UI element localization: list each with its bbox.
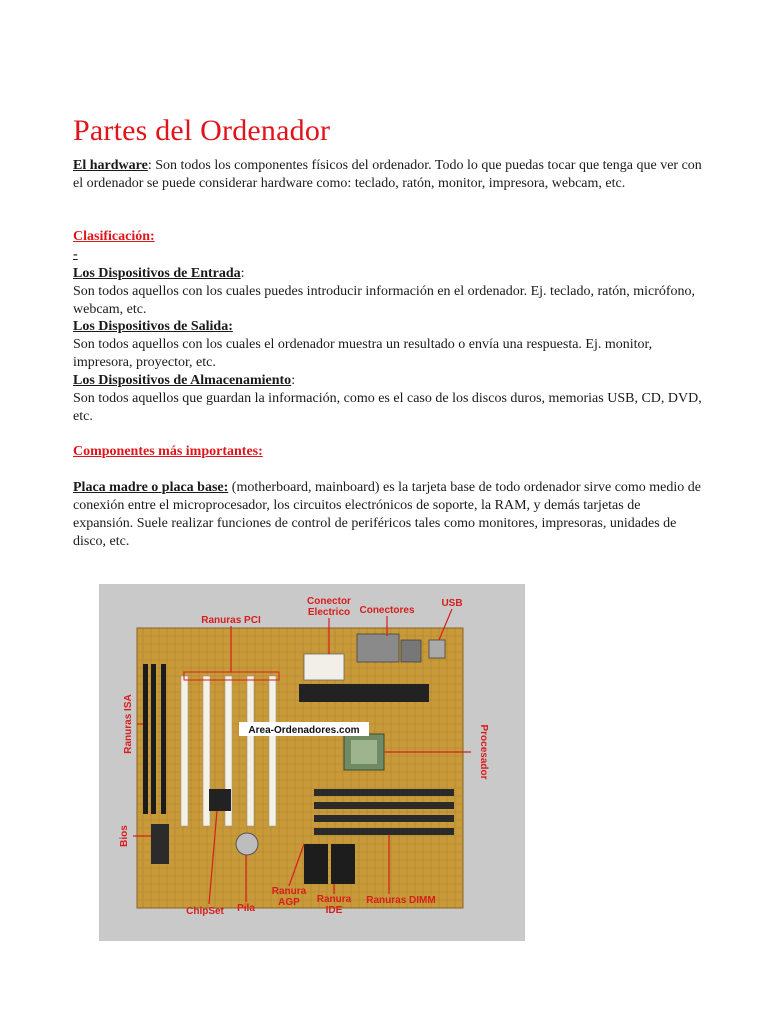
clasificacion-heading bbox=[73, 228, 703, 246]
pci-slot bbox=[181, 676, 188, 826]
almacenamiento-item bbox=[73, 372, 703, 426]
isa-slot bbox=[151, 664, 156, 814]
almacenamiento-term: Los Dispositivos de Almacenamiento bbox=[73, 373, 292, 388]
motherboard-figure bbox=[99, 584, 525, 941]
stray-mark bbox=[73, 246, 703, 264]
page-title: Partes del Ordenador bbox=[73, 114, 331, 147]
ide-slot bbox=[331, 844, 355, 884]
entrada-sep: : bbox=[240, 266, 245, 281]
salida-item bbox=[73, 318, 703, 372]
label-pci: Ranuras PCI bbox=[201, 615, 261, 626]
label-dimm: Ranuras DIMM bbox=[366, 895, 436, 906]
label-agp-1: Ranura bbox=[271, 886, 307, 897]
label-procesador: Procesador bbox=[478, 724, 489, 780]
dimm-slot bbox=[314, 815, 454, 822]
label-conector: Conector bbox=[307, 596, 351, 607]
componentes-label: Componentes más importantes: bbox=[73, 444, 263, 459]
hardware-term: El hardware bbox=[73, 158, 148, 173]
salida-term: Los Dispositivos de Salida: bbox=[73, 319, 233, 334]
placa-text: (motherboard, mainboard) es la tarjeta base de todo ordenador sirve como medio de conexión entre el microprocesador, los circuitos electrónicos de soporte, la RAM, y demás tarjetas de expansión. Suele realizar funciones de control de periféricos tales como monitores, impresoras, unidades de disco, etc. bbox=[73, 480, 701, 549]
label-electrico: Electrico bbox=[307, 607, 351, 618]
hardware-paragraph bbox=[73, 157, 703, 193]
io-port-block bbox=[357, 634, 399, 662]
entrada-term: Los Dispositivos de Entrada bbox=[73, 266, 241, 281]
agp-region bbox=[299, 684, 429, 702]
almacenamiento-sep: : bbox=[291, 373, 296, 388]
label-usb: USB bbox=[441, 598, 463, 609]
label-pila: Pila bbox=[237, 903, 255, 914]
isa-slot bbox=[161, 664, 166, 814]
pci-slot bbox=[269, 676, 276, 826]
label-agp-2: AGP bbox=[278, 897, 300, 908]
placa-term: Placa madre o placa base: bbox=[73, 480, 229, 495]
dimm-slot bbox=[314, 789, 454, 796]
entrada-text: Son todos aquellos con los cuales puedes introducir información en el ordenador. Ej. teclado, ratón, micrófono, webcam, etc. bbox=[73, 284, 696, 317]
dimm-slot bbox=[314, 828, 454, 835]
ide-slot bbox=[304, 844, 328, 884]
dimm-slot bbox=[314, 802, 454, 809]
entrada-item bbox=[73, 265, 703, 319]
power-connector bbox=[304, 654, 344, 680]
almacenamiento-text: Son todos aquellos que guardan la información, como es el caso de los discos duros, memorias USB, CD, DVD, etc. bbox=[73, 391, 702, 424]
usb-port bbox=[429, 640, 445, 658]
watermark-text: Area-Ordenadores.com bbox=[248, 725, 360, 736]
hardware-text: : Son todos los componentes físicos del ordenador. Todo lo que puedas tocar que tenga que ver con el ordenador se puede considerar hardware como: teclado, ratón, monitor, impresora, webcam, etc. bbox=[73, 158, 702, 191]
label-ide-1: Ranura bbox=[316, 894, 352, 905]
battery bbox=[236, 833, 258, 855]
motherboard-diagram bbox=[99, 584, 525, 941]
cpu-heatsink bbox=[351, 740, 377, 764]
pci-slot bbox=[203, 676, 210, 826]
stray-dash: - bbox=[73, 247, 78, 262]
label-bios: Bios bbox=[119, 825, 130, 847]
placa-paragraph bbox=[73, 479, 703, 551]
pci-slot bbox=[247, 676, 254, 826]
bios-chip bbox=[151, 824, 169, 864]
label-conectores: Conectores bbox=[359, 605, 415, 616]
componentes-heading bbox=[73, 443, 703, 461]
salida-text: Son todos aquellos con los cuales el ordenador muestra un resultado o envía una respuesta. Ej. monitor, impresora, proyector, etc. bbox=[73, 337, 653, 370]
io-port-block bbox=[401, 640, 421, 662]
isa-slot bbox=[143, 664, 148, 814]
clasificacion-label: Clasificación: bbox=[73, 229, 155, 244]
chipset-chip bbox=[209, 789, 231, 811]
label-ide-2: IDE bbox=[325, 905, 343, 916]
label-isa: Ranuras ISA bbox=[123, 694, 134, 754]
label-chipset: ChipSet bbox=[186, 906, 224, 917]
